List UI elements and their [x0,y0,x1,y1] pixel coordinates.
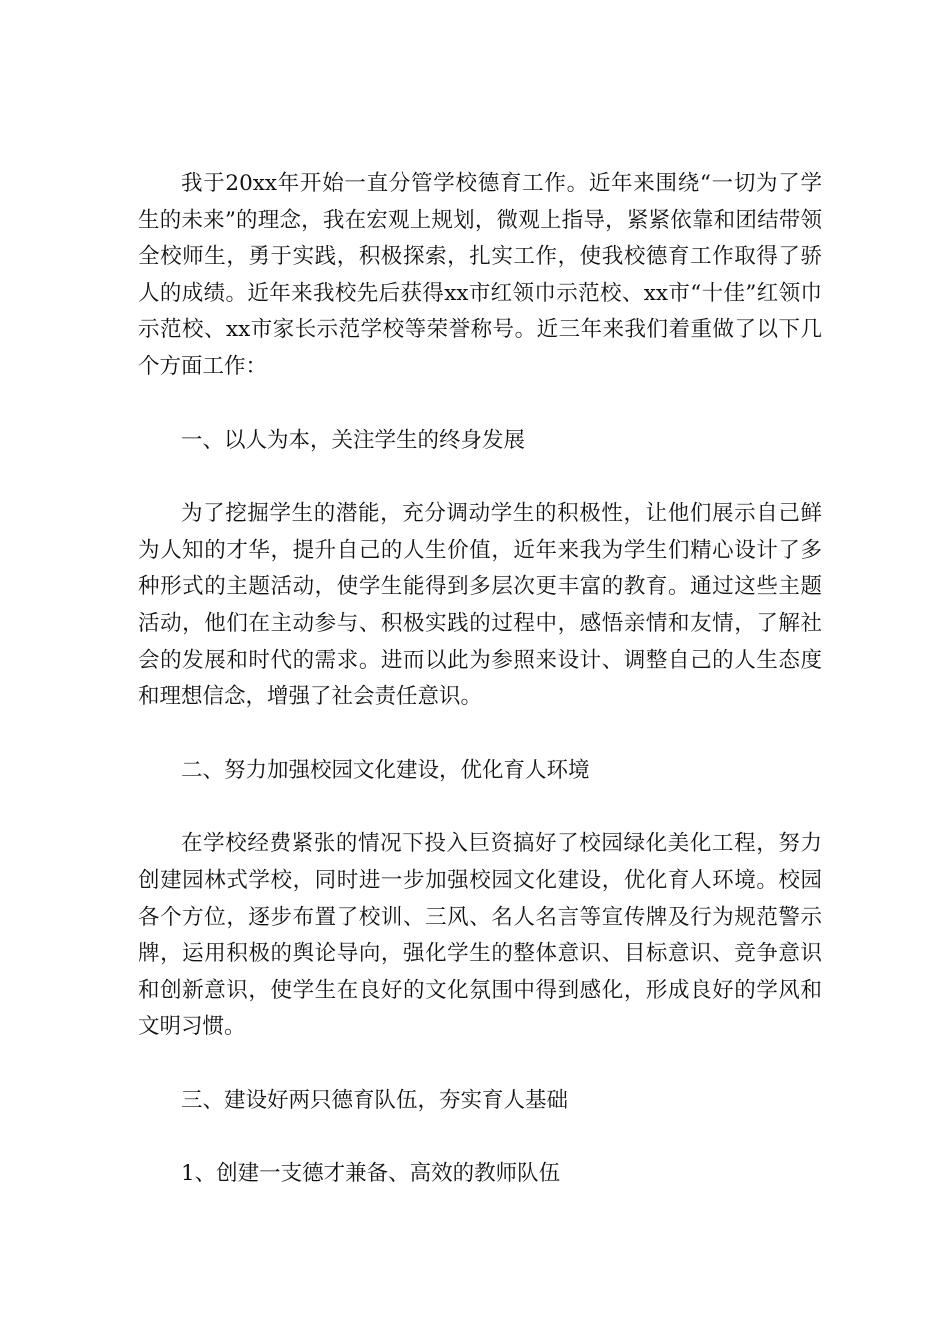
section-1-paragraph: 为了挖掘学生的潜能，充分调动学生的积极性，让他们展示自己鲜为人知的才华，提升自己的人生价值，近年来我为学生们精心设计了多种形式的主题活动，使学生能得到多层次更丰富的教育。通过这些主题活动，他们在主动参与、积极实践的过程中，感悟亲情和友情，了解社会的发展和时代的需求。进而以此为参照来设计、调整自己的人生态度和理想信念，增强了社会责任意识。 [138,501,822,710]
subsection-heading-3-1: 1、创建一支德才兼备、高效的教师队伍 [181,1161,561,1187]
section-2-paragraph: 在学校经费紧张的情况下投入巨资搞好了校园绿化美化工程，努力创建园林式学校，同时进一步加强校园文化建设，优化育人环境。校园各个方位，逐步布置了校训、三风、名人名言等宣传牌及行为规范警示牌，运用积极的舆论导向，强化学生的整体意识、目标意识、竞争意识和创新意识，使学生在良好的文化氛围中得到感化，形成良好的学风和文明习惯。 [138,831,822,1040]
intro-paragraph: 我于20xx年开始一直分管学校德育工作。近年来围绕“一切为了学生的未来”的理念，我在宏观上规划，微观上指导，紧紧依靠和团结带领全校师生，勇于实践，积极探索，扎实工作，使我校德育工作取得了骄人的成绩。近年来我校先后获得xx市红领巾示范校、xx市“十佳”红领巾示范校、xx市家长示范学校等荣誉称号。近三年来我们着重做了以下几个方面工作： [138,171,822,379]
document-body [138,166,822,1193]
section-heading-1: 一、以人为本，关注学生的终身发展 [181,427,526,453]
section-heading-2: 二、努力加强校园文化建设，优化育人环境 [181,757,590,783]
section-heading-3: 三、建设好两只德育队伍，夯实育人基础 [181,1087,569,1113]
